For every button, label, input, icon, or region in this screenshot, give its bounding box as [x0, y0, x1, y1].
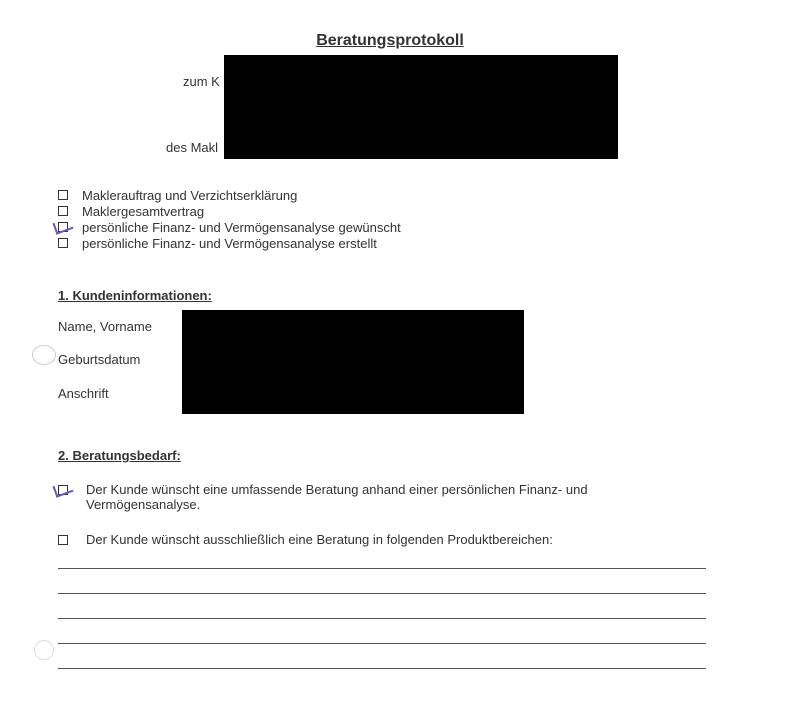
writing-line[interactable]: [58, 618, 706, 619]
field-label-name: Name, Vorname: [58, 319, 152, 334]
section-heading-customer-info: 1. Kundeninformationen:: [58, 288, 212, 303]
checkbox-icon[interactable]: [58, 535, 68, 545]
checklist-item: [58, 187, 401, 203]
intro-line-broker: des Makl: [166, 140, 219, 155]
document-checklist: [58, 187, 401, 251]
redaction-block-customer: [182, 310, 524, 414]
document-title: Beratungsprotokoll: [316, 32, 464, 49]
checklist-item: [58, 203, 401, 219]
checked-checkbox-icon[interactable]: [58, 485, 68, 495]
section-heading-advice-needs: 2. Beratungsbedarf:: [58, 448, 181, 463]
field-label-address: Anschrift: [58, 386, 109, 401]
checkbox-icon[interactable]: [58, 206, 68, 216]
checkbox-icon[interactable]: [58, 190, 68, 200]
field-label-birthdate: Geburtsdatum: [58, 352, 141, 367]
writing-line[interactable]: [58, 668, 706, 669]
advice-option: [58, 482, 678, 512]
checklist-item-label: persönliche Finanz- und Vermögensanalyse erstellt: [82, 235, 377, 251]
writing-line[interactable]: [58, 568, 706, 569]
advice-option-text: Der Kunde wünscht ausschließlich eine Beratung in folgenden Produktbereichen:: [86, 532, 553, 547]
checkbox-icon[interactable]: [58, 238, 68, 248]
checklist-item-label: Maklerauftrag und Verzichtserklärung: [82, 187, 298, 203]
checklist-item: [58, 219, 401, 235]
intro-line-contract: zum K: [183, 74, 220, 89]
checklist-item-label: Maklergesamtvertrag: [82, 203, 205, 219]
scan-mark: [34, 640, 54, 660]
checklist-item-label: persönliche Finanz- und Vermögensanalyse gewünscht: [82, 219, 401, 235]
writing-line[interactable]: [58, 593, 706, 594]
redaction-block-header: [224, 55, 618, 159]
scan-mark: [32, 345, 56, 365]
checklist-item: [58, 235, 401, 251]
advice-option-text: Der Kunde wünscht eine umfassende Beratung anhand einer persönlichen Finanz- und Vermögensanalyse.: [86, 482, 588, 512]
checked-checkbox-icon[interactable]: [58, 222, 68, 232]
writing-line[interactable]: [58, 643, 706, 644]
advice-option: [58, 532, 678, 547]
